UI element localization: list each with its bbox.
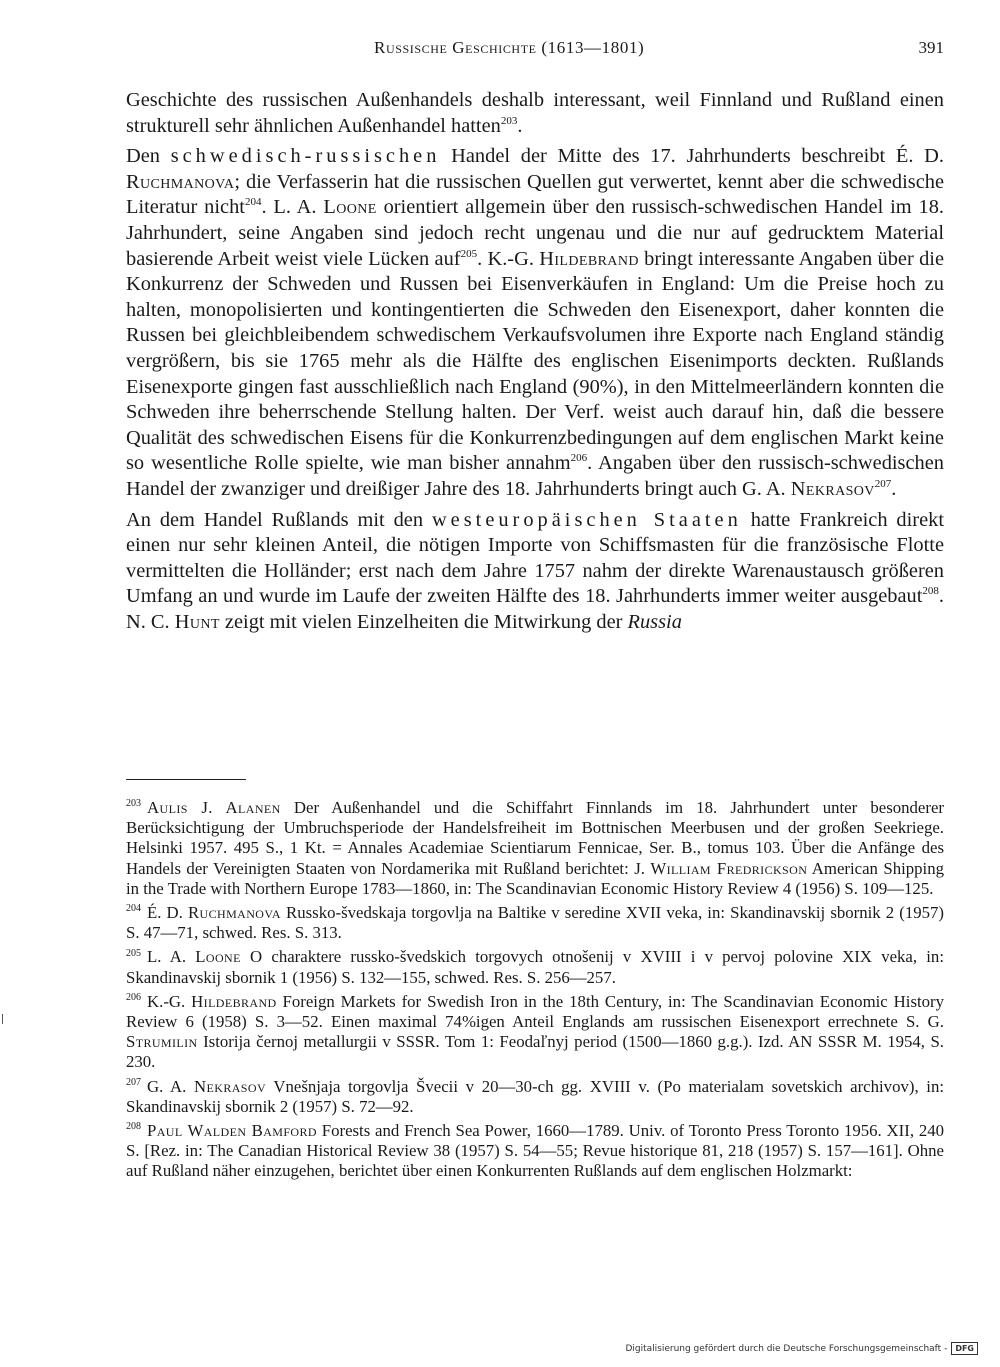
page-number: 391 (918, 38, 944, 57)
text-run: Der Außenhandel und die Schiffahrt Finnlands im 18. Jahrhundert unter besonderer Berücksichtigung der Umbruchsperiode der Handelsfreiheit im Bottnischen Meerbusen und der großen Seekriege. Helsinki 1957. 495 S., 1 Kt. = Annales Academiae Scientiarum Fennicae, Ser. B., tomus 103. Über die Anfänge des Handels der Vereinigten Staaten von Nordamerika mit Rußland berichtet: J. (126, 798, 944, 878)
text-run: O charaktere russko-švedskich torgovych otnošenij v XVIII i v pervoj polovine XIX veka, in: Skandinavskij sbornik 1 (1956) S. 132—155, schwed. Res. S. 256—257. (126, 947, 944, 987)
running-title: Russische Geschichte (1613—1801) (374, 38, 645, 57)
author-name: Hunt (174, 610, 220, 633)
digitization-credit (625, 1342, 978, 1355)
footnote-ref[interactable]: 203 (500, 114, 518, 127)
paragraph-2 (126, 144, 944, 502)
italic-term: Russia (627, 610, 682, 633)
author-name: Ruchmanova (187, 903, 281, 923)
text-run: G. A. (147, 1076, 195, 1096)
footnote-ref[interactable]: 207 (874, 478, 892, 491)
spaced-emphasis: westeuropäischen Staaten (431, 508, 742, 531)
text-run: L. A. (147, 947, 196, 967)
footnotes (126, 798, 944, 1186)
text-run: Den (126, 145, 171, 168)
footnote (126, 798, 944, 899)
footnote (126, 992, 944, 1073)
footnote-ref[interactable]: 205 (460, 247, 478, 260)
footnote-number: 208 (126, 1121, 141, 1133)
footnote-number: 207 (126, 1077, 141, 1089)
footnote-number: 206 (126, 992, 141, 1004)
text-run: hatte Frankreich direkt einen nur sehr kleinen Anteil, die nötigen Importe von Schiffsmasten für die französische Flotte vermittelten die Holländer; erst nach dem Jahre 1757 nahm der direkte Warenaustausch größeren Umfang an und wurde im Laufe der zweiten Hälfte des 18. Jahrhunderts immer weiter ausgebaut (126, 508, 944, 608)
text-run: K.-G. (147, 991, 192, 1011)
footnote-number: 204 (126, 903, 141, 915)
footnote (126, 1121, 944, 1182)
text-run: . K.-G. (477, 247, 540, 270)
text-run: Foreign Markets for Swedish Iron in the 18th Century, in: The Scandinavian Economic History Review 6 (1958) S. 3—52. Einen maximal 74%igen Anteil Englands am russischen Eisenexport errechnete S. G. (126, 991, 945, 1032)
author-name: Ruchmanova (126, 170, 235, 193)
footnote-number: 205 (126, 947, 141, 959)
text-run: bringt interessante Angaben über die Konkurrenz der Schweden und Russen bei Eisenverkäufen in England: Um die Preise hoch zu halten, monopolisierten und kontingentierten die Schweden den Eisenexport, daher konnten die Russen bei gleichbleibendem schwedischem Verkaufsvolumen ihre Exporte nach England ständig vergrößern, bis sie 1765 mehr als die Hälfte des englischen Eisenimports deckten. Rußlands Eisenexporte gingen fast ausschließlich nach England (90%), in den Mittelmeerländern konnten die Schweden ihre beherrschende Stellung halten. Der Verf. weist auch darauf hin, daß die bessere Qualität des schwedischen Eisens für die Konkurrenzbedingungen auf dem englischen Markt keine so wesentliche Rolle spielte, wie man bisher annahm (126, 247, 944, 475)
text-run: . (517, 114, 523, 137)
footnote (126, 947, 944, 987)
text-run: Russko-švedskaja torgovlja na Baltike v seredine XVII veka, in: Skandinavskij sbornik 2 (1957) S. 47—71, schwed. Res. S. 313. (126, 903, 944, 943)
text-run: . L. A. (261, 196, 324, 219)
dfg-logo: DFG (951, 1342, 978, 1355)
text-run: zeigt mit vielen Einzelheiten die Mitwirkung der (219, 610, 628, 633)
spaced-emphasis: schwedisch-russischen (170, 145, 441, 168)
text-run: É. D. (147, 903, 188, 923)
author-name: Hildebrand (191, 991, 277, 1011)
footnote (126, 1077, 944, 1117)
footnote-separator (126, 779, 246, 780)
text-run: . N. C. (126, 585, 944, 633)
footnote-ref[interactable]: 206 (570, 452, 588, 465)
margin-mark (2, 1014, 3, 1024)
text-run: American Shipping in the Trade with Northern Europe 1783—1860, in: The Scandinavian Economic History Review 4 (1956) S. 109—125. (126, 858, 945, 898)
author-name: Loone (195, 947, 241, 967)
text-run: Handel der Mitte des 17. Jahrhunderts beschreibt É. D. (440, 145, 944, 168)
text-run: An dem Handel Rußlands mit den (126, 508, 432, 531)
text-run: Geschichte des russischen Außenhandels deshalb interessant, weil Finnland und Rußland einen strukturell sehr ähnlichen Außenhandel hatten (126, 89, 944, 137)
author-name: Loone (323, 196, 377, 219)
text-run: Vnešnjaja torgovlja Švecii v 20—30-ch gg. XVIII v. (Po materialam sovetskich archivov), in: Skandinavskij sbornik 2 (1957) S. 72—92. (126, 1076, 945, 1116)
author-name: Paul Walden Bamford (147, 1121, 317, 1141)
author-name: Strumilin (126, 1032, 198, 1052)
credit-text: Digitalisierung gefördert durch die Deutsche Forschungsgemeinschaft - (625, 1343, 948, 1354)
footnote (126, 903, 944, 943)
author-name: William Fredrickson (650, 858, 808, 878)
author-name: Nekrasov (790, 477, 875, 500)
footnote-ref[interactable]: 208 (922, 585, 939, 598)
main-text (126, 88, 944, 640)
footnote-number: 203 (126, 798, 141, 810)
paragraph-1 (126, 88, 944, 139)
author-name: Nekrasov (194, 1076, 267, 1096)
text-run: Istorija černoj metallurgii v SSSR. Tom 1: Feodaľnyj period (1500—1860 g.g.). Izd. AN SSSR M. 1954, S. 230. (126, 1032, 944, 1072)
text-run: ; die Verfasserin hat die russischen Quellen gut verwertet, kennt aber die schwedische Literatur nicht (126, 170, 944, 219)
text-run: . (891, 477, 897, 500)
text-run: . Angaben über den russisch-schwedischen Handel der zwanziger und dreißiger Jahre des 18. Jahrhunderts bringt auch G. A. (126, 452, 944, 500)
footnote-ref[interactable]: 204 (244, 196, 262, 209)
paragraph-3 (126, 508, 944, 636)
author-name: Hildebrand (539, 247, 639, 270)
text-run: Forests and French Sea Power, 1660—1789. Univ. of Toronto Press Toronto 1956. XII, 240 S. [Rez. in: The Canadian Historical Review 38 (1957) S. 54—55; Revue historique 81, 218 (1957) S. 157—161]. Ohne auf Rußland näher einzugehen, berichtet über einen Konkurrenten Rußlands auf dem englischen Holzmarkt: (126, 1121, 944, 1181)
text-run: orientiert allgemein über den russisch-schwedischen Handel im 18. Jahrhundert, seine Angaben sind jedoch recht ungenau und die nur auf gedrucktem Material basierende Arbeit weist viele Lücken auf (126, 196, 944, 270)
author-name: Aulis J. Alanen (147, 798, 281, 817)
